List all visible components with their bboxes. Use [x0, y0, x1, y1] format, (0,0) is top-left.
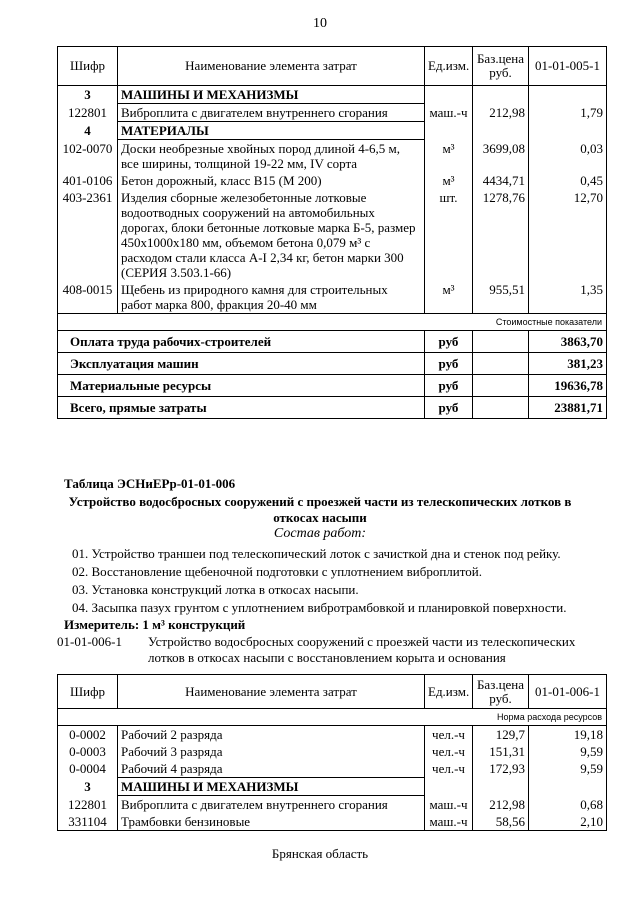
- header-unit: Ед.изм.: [425, 47, 473, 86]
- page-footer-region: Брянская область: [271, 846, 369, 861]
- resource-code: 102-0070: [58, 140, 118, 173]
- resource-name: Виброплита с двигателем внутреннего сгорания: [118, 104, 425, 122]
- resource-name: Доски необрезные хвойных пород длиной 4-6,5 м, все ширины, толщиной 19-22 мм, IV сорта: [118, 140, 425, 173]
- operation-item: 03. Установка конструкций лотка в откосах насыпи.: [72, 582, 359, 597]
- resource-quantity: [529, 86, 607, 104]
- header-unit: Ед.изм.: [425, 675, 473, 709]
- summary-price: [473, 375, 529, 397]
- summary-row: [58, 397, 607, 419]
- resource-unit: м³: [425, 140, 473, 173]
- summary-value: 23881,71: [529, 397, 607, 419]
- resource-code: 4: [58, 122, 118, 140]
- resource-unit: м³: [425, 281, 473, 314]
- header-name: Наименование элемента затрат: [118, 675, 425, 709]
- summary-unit: руб: [425, 353, 473, 375]
- resource-code: 122801: [58, 104, 118, 122]
- resource-price: [473, 122, 529, 140]
- summary-label: Материальные ресурсы: [58, 375, 425, 397]
- summary-value: 381,23: [529, 353, 607, 375]
- resource-name: МАШИНЫ И МЕХАНИЗМЫ: [118, 778, 425, 796]
- composition-label: Состав работ:: [273, 526, 367, 541]
- resource-code: 3: [58, 778, 118, 796]
- resource-unit: шт.: [425, 189, 473, 281]
- resource-quantity: 1,79: [529, 104, 607, 122]
- resource-price: [473, 778, 529, 796]
- resource-price: 4434,71: [473, 172, 529, 189]
- resource-price: 955,51: [473, 281, 529, 314]
- resource-unit: м³: [425, 172, 473, 189]
- summary-row: [58, 331, 607, 353]
- table-subheader-row: [58, 314, 607, 331]
- resource-name: МАШИНЫ И МЕХАНИЗМЫ: [118, 86, 425, 104]
- resource-quantity: 19,18: [529, 726, 607, 744]
- resource-unit: маш.-ч: [425, 796, 473, 814]
- meter-unit: Измеритель: 1 м³ конструкций: [64, 617, 246, 632]
- summary-price: [473, 397, 529, 419]
- resource-quantity: 1,35: [529, 281, 607, 314]
- header-code: Шифр: [58, 47, 118, 86]
- resource-quantity: 12,70: [529, 189, 607, 281]
- resource-code: 401-0106: [58, 172, 118, 189]
- summary-label: Всего, прямые затраты: [58, 397, 425, 419]
- resource-unit: [425, 86, 473, 104]
- resource-quantity: 0,68: [529, 796, 607, 814]
- resource-row: [58, 796, 607, 814]
- header-norm-code: 01-01-006-1: [529, 675, 607, 709]
- resource-quantity: 9,59: [529, 760, 607, 778]
- section-title: Устройство водосбросных сооружений с проезжей части из телескопических лотков в откосах насыпи: [68, 494, 572, 525]
- summary-label: Оплата труда рабочих-строителей: [58, 331, 425, 353]
- resource-unit: чел.-ч: [425, 760, 473, 778]
- header-code: Шифр: [58, 675, 118, 709]
- resource-unit: [425, 778, 473, 796]
- summary-label: Эксплуатация машин: [58, 353, 425, 375]
- resource-name: Виброплита с двигателем внутреннего сгорания: [118, 796, 425, 814]
- operation-item: 02. Восстановление щебеночной подготовки с уплотнением виброплитой.: [72, 564, 482, 579]
- resource-name: Рабочий 3 разряда: [118, 743, 425, 760]
- resource-table-2: [57, 674, 607, 831]
- resource-unit: [425, 122, 473, 140]
- section-row: [58, 778, 607, 796]
- resource-code: 331104: [58, 813, 118, 831]
- table-title: Таблица ЭСНиЕРр-01-01-006: [64, 476, 236, 491]
- resource-quantity: [529, 122, 607, 140]
- resource-row: [58, 172, 607, 189]
- resource-unit: маш.-ч: [425, 104, 473, 122]
- resource-code: 0-0004: [58, 760, 118, 778]
- resource-price: 212,98: [473, 104, 529, 122]
- header-name: Наименование элемента затрат: [118, 47, 425, 86]
- summary-price: [473, 353, 529, 375]
- section-row: [58, 122, 607, 140]
- summary-unit: руб: [425, 375, 473, 397]
- summary-unit: руб: [425, 397, 473, 419]
- resource-table-1: [57, 46, 607, 419]
- summary-price: [473, 331, 529, 353]
- resource-row: [58, 140, 607, 173]
- resource-row: [58, 743, 607, 760]
- resource-price: 212,98: [473, 796, 529, 814]
- resource-quantity: 2,10: [529, 813, 607, 831]
- cost-indicators-label: Стоимостные показатели: [58, 314, 607, 331]
- header-norm-code: 01-01-005-1: [529, 47, 607, 86]
- header-price: Баз.цена руб.: [473, 47, 529, 86]
- summary-value: 3863,70: [529, 331, 607, 353]
- resource-unit: чел.-ч: [425, 743, 473, 760]
- resource-code: 122801: [58, 796, 118, 814]
- resource-price: [473, 86, 529, 104]
- resource-price: 58,56: [473, 813, 529, 831]
- table-subheader-row: [58, 709, 607, 726]
- resource-row: [58, 281, 607, 314]
- resource-price: 129,7: [473, 726, 529, 744]
- resource-name: Щебень из природного камня для строительных работ марка 800, фракция 20-40 мм: [118, 281, 425, 314]
- resource-row: [58, 726, 607, 744]
- summary-value: 19636,78: [529, 375, 607, 397]
- resource-price: 3699,08: [473, 140, 529, 173]
- norm-label: Норма расхода ресурсов: [58, 709, 607, 726]
- work-code: 01-01-006-1: [57, 634, 122, 649]
- resource-unit: чел.-ч: [425, 726, 473, 744]
- table-header-row: [58, 675, 607, 709]
- resource-code: 403-2361: [58, 189, 118, 281]
- resource-name: Бетон дорожный, класс В15 (М 200): [118, 172, 425, 189]
- page-number: 10: [313, 16, 327, 31]
- summary-row: [58, 353, 607, 375]
- resource-name: Рабочий 4 разряда: [118, 760, 425, 778]
- resource-price: 1278,76: [473, 189, 529, 281]
- resource-row: [58, 813, 607, 831]
- resource-name: МАТЕРИАЛЫ: [118, 122, 425, 140]
- resource-quantity: [529, 778, 607, 796]
- resource-name: Рабочий 2 разряда: [118, 726, 425, 744]
- resource-quantity: 0,45: [529, 172, 607, 189]
- table-header-row: [58, 47, 607, 86]
- work-description: Устройство водосбросных сооружений с проезжей части из телескопических лотков в откосах насыпи с восстановлением корыта и основания: [148, 634, 576, 665]
- resource-row: [58, 104, 607, 122]
- operation-item: 01. Устройство траншеи под телескопический лоток с зачисткой дна и стенок под рейку.: [72, 546, 561, 561]
- summary-row: [58, 375, 607, 397]
- header-price: Баз.цена руб.: [473, 675, 529, 709]
- section-row: [58, 86, 607, 104]
- resource-row: [58, 760, 607, 778]
- resource-code: 3: [58, 86, 118, 104]
- resource-code: 408-0015: [58, 281, 118, 314]
- resource-quantity: 0,03: [529, 140, 607, 173]
- resource-code: 0-0003: [58, 743, 118, 760]
- resource-price: 151,31: [473, 743, 529, 760]
- resource-name: Трамбовки бензиновые: [118, 813, 425, 831]
- resource-row: [58, 189, 607, 281]
- operation-item: 04. Засыпка пазух грунтом с уплотнением вибротрамбовкой и планировкой поверхности.: [72, 600, 567, 615]
- resource-quantity: 9,59: [529, 743, 607, 760]
- resource-name: Изделия сборные железобетонные лотковые водоотводных сооружений на автомобильных дорогах, блоки бетонные лотковые марка Б-5, размер 450х1000х180 мм, объемом бетона 0,079 м³ с расходом стали класса А-I 2,34 кг, бетон марки 300 (СЕРИЯ 3.503.1-66): [118, 189, 425, 281]
- resource-unit: маш.-ч: [425, 813, 473, 831]
- resource-code: 0-0002: [58, 726, 118, 744]
- resource-price: 172,93: [473, 760, 529, 778]
- summary-unit: руб: [425, 331, 473, 353]
